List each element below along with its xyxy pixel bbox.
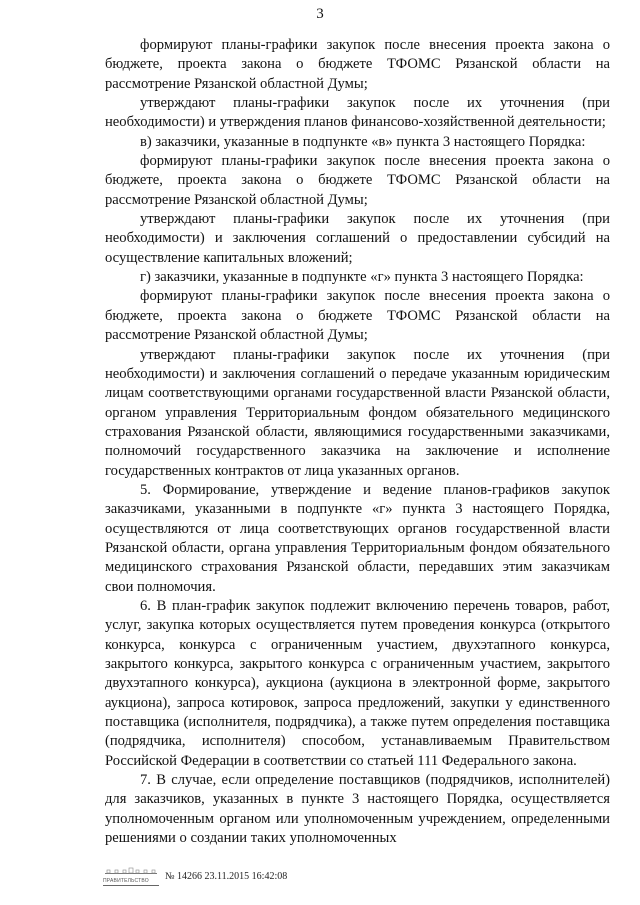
registration-stamp: № 14266 23.11.2015 16:42:08 xyxy=(165,870,288,882)
paragraph: 7. В случае, если определение поставщиков (подрядчиков, исполнителей) для заказчиков, указанных в пункте 3 настоящего Порядка, осуществляется уполномоченным органом или уполномоченным учреждением, определенными решениями о создании таких уполномоченных xyxy=(105,772,610,847)
paragraph: утверждают планы-графики закупок после их уточнения (при необходимости) и утверждения планов финансово-хозяйственной деятельности; xyxy=(105,95,610,131)
paragraph: формируют планы-графики закупок после внесения проекта закона о бюджете, проекта закона о бюджете ТФОМС Рязанской области на рассмотрение Рязанской областной Думы; xyxy=(105,37,610,92)
paragraph: утверждают планы-графики закупок после их уточнения (при необходимости) и заключения соглашений о предоставлении субсидий на осуществление капитальных вложений; xyxy=(105,211,610,266)
paragraph: утверждают планы-графики закупок после их уточнения (при необходимости) и заключения соглашений о передаче указанным юридическим лицам соответствующими органами государственной власти Рязанской области, органом управления Территориальным фондом обязательного медицинского страхования Рязанской области, являющимися государственными заказчиками, полномочий государственного заказчика на заключение и исполнение государственных контрактов от лица указанных органов. xyxy=(105,346,610,479)
document-footer xyxy=(103,866,287,886)
paragraph: 6. В план-график закупок подлежит включению перечень товаров, работ, услуг, закупка которых осуществляется путем проведения конкурса (открытого конкурса, конкурса с ограниченным участием, двухэтапного конкурса, закрытого конкурса, закрытого конкурса с ограниченным участием, закрытого двухэтапного конкурса), аукциона (аукциона в электронной форме, закрытого аукциона), запроса котировок, запроса предложений, закупки у единственного поставщика (исполнителя, подрядчика), а также путем определения поставщика (подрядчика, исполнителя) способом, устанавливаемым Правительством Российской Федерации в соответствии со статьей 111 Федерального закона. xyxy=(105,597,610,769)
government-seal-logo xyxy=(103,867,159,886)
paragraph: формируют планы-графики закупок после внесения проекта закона о бюджете, проекта закона о бюджете ТФОМС Рязанской области на рассмотрение Рязанской областной Думы; xyxy=(105,153,610,208)
seal-caption: ПРАВИТЕЛЬСТВО xyxy=(103,877,149,884)
paragraph: г) заказчики, указанные в подпункте «г» пункта 3 настоящего Порядка: xyxy=(140,269,584,286)
paragraph: 5. Формирование, утверждение и ведение планов-графиков закупок заказчиками, указанными в подпункте «г» пункта 3 настоящего Порядка, осуществляются от лица соответствующих органов государственной власти Рязанской области, органа управления Территориальным фондом обязательного медицинского страхования Рязанской области, передавших этим заказчикам свои полномочия. xyxy=(105,481,610,595)
paragraph: формируют планы-графики закупок после внесения проекта закона о бюджете, проекта закона о бюджете ТФОМС Рязанской области на рассмотрение Рязанской областной Думы; xyxy=(105,288,610,344)
document-body xyxy=(105,36,610,848)
page-number: 3 xyxy=(316,6,324,22)
paragraph: в) заказчики, указанные в подпункте «в» пункта 3 настоящего Порядка: xyxy=(140,133,586,150)
